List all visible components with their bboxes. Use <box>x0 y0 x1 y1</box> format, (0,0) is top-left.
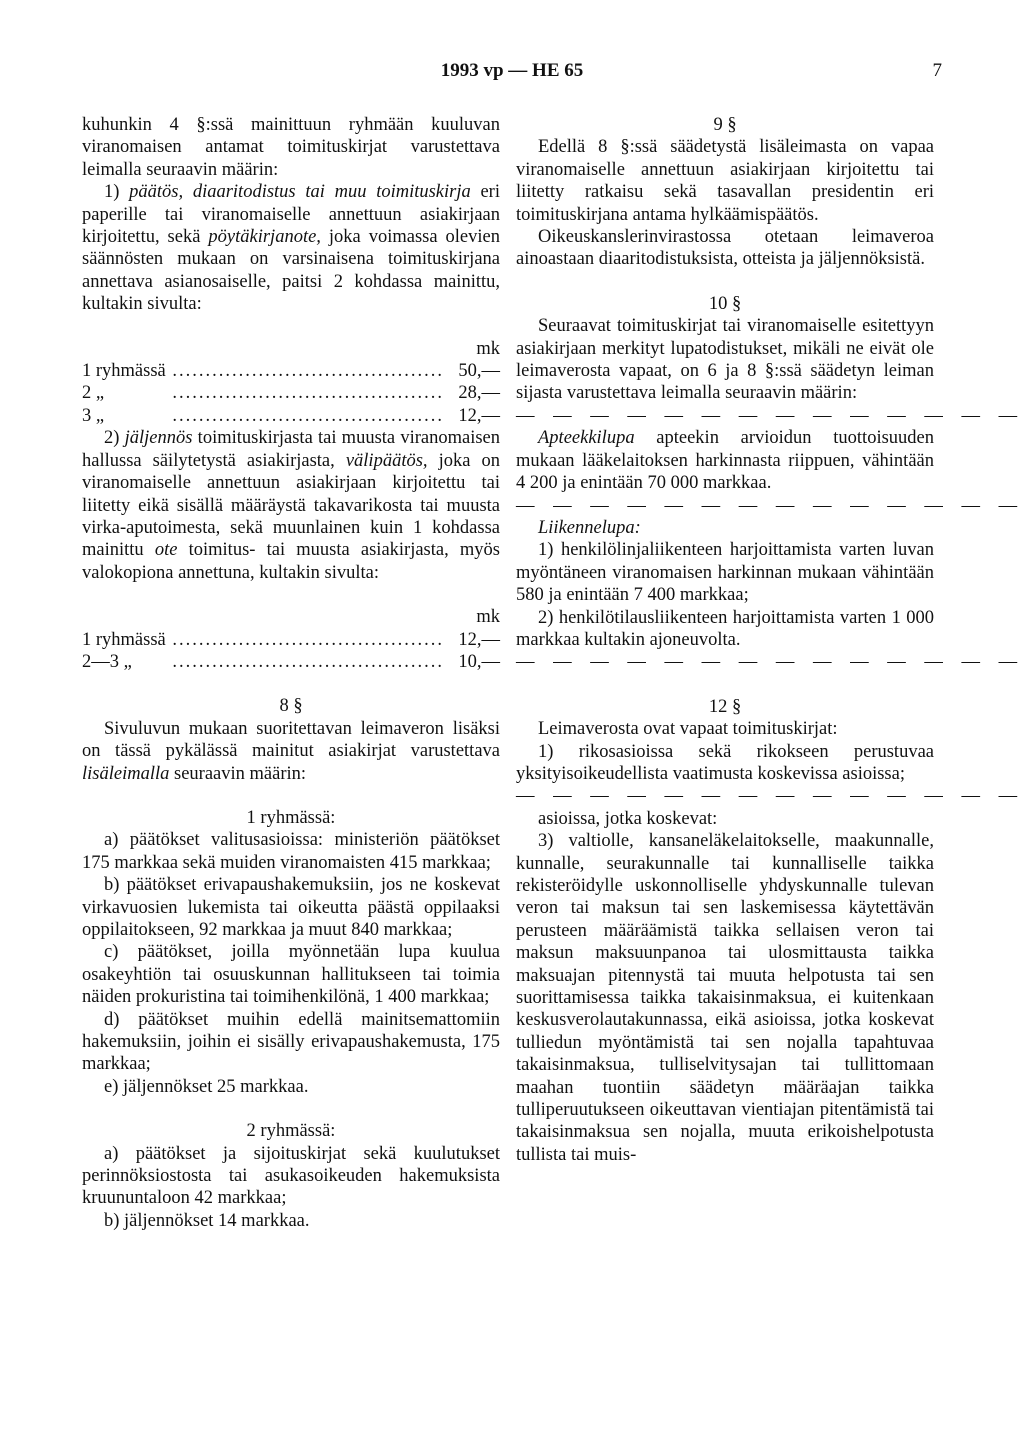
section-heading-8: 8 § <box>279 696 303 717</box>
list-item: a) päätökset ja sijoituskirjat sekä kuulutukset perinnöksiostosta tai asukasoikeuden hakemuksista kruununtaloon 42 markkaa; <box>82 1143 500 1209</box>
paragraph-sec8: Sivuluvun mukaan suoritettavan leimaveron lisäksi on tässä pykälässä mainitut asiakirjat varustettava lisäleimalla seuraavin määrin: <box>82 718 500 784</box>
list-item: b) jäljennökset 14 markkaa. <box>104 1210 310 1231</box>
paragraph-apteekkilupa: Apteekkilupa apteekin arvioidun tuottoisuuden mukaan lääkelaitoksen harkinnasta riippuen, vähintään 4 200 ja enintään 70 000 markkaa. <box>516 428 934 494</box>
unit-label-mk: mk <box>476 607 500 628</box>
paragraph-sec12-1: Leimaverosta ovat vapaat toimituskirjat: <box>538 719 838 740</box>
paragraph-liikennelupa-2: 2) henkilötilausliikenteen harjoittamista varten 1 000 markkaa kultakin ajoneuvolta. <box>516 607 934 650</box>
omission-dashes: — — — — — — — — — — — — — — <box>516 652 1024 673</box>
list-item: c) päätökset, joilla myönnetään lupa kuulua osakeyhtiön tai osuuskunnan hallitukseen tai toimia näiden prokuristina tai toimihenkilönä, 1 400 markkaa; <box>82 942 500 1008</box>
paragraph-sec12-4: 3) valtiolle, kansaneläkelaitokselle, maakunnalle, kunnalle, seurakunnalle tai kunnalliselle taikka rekisteröidylle uskonnolliselle yhdyskunnalle tulevan veron tai maksun tai sen laskemisessa käytettävän perusteen määräämistä taikka sellaisen veron tai maksun maksuunpanoa tai ulosmittausta taikka maksuajan pitennystä tai muuta helpotusta tai sen suorittamisessa taikka takaisinmaksua, ei kuitenkaan keskusverolautakunnassa, eikä asioissa, jotka koskevat tulliedun myöntämistä tai sen nojalla tapahtuvaa takaisinmaksua, tulliselvitysajan tai tullittomaan maahan tuontiin säädetyn määräajan taikka tulliperuutukseen oikeuttavan vientiajan pitentämistä tai takaisinmaksua sen nojalla, muuta erikoishelpotusta tullista tai muis- <box>516 831 934 1165</box>
page-header <box>0 60 1024 86</box>
paragraph-item-2: 2) jäljennös toimituskirjasta tai muusta viranomaisen hallussa säilytetystä asiakirjasta, välipäätös, joka on viranomaiselle annettuun asiakirjaan kirjoitettu tai liitetty eikä sisällä määräystä takavarikosta tai muusta virka-aputoimesta, sekä muunlainen kuin 1 kohdassa mainittu ote toimitus- tai muusta asiakirjasta, myös valokopiona annettuna, kultakin sivulta: <box>82 428 500 583</box>
fee-row: 3 „ ......................................... 12,— <box>82 405 500 426</box>
paragraph-sec9-2: Oikeuskanslerinvirastossa otetaan leimaveroa ainoastaan diaaritodistuksista, otteista ja jäljennöksistä. <box>516 227 934 270</box>
fee-table-1 <box>82 360 500 427</box>
omission-dashes: — — — — — — — — — — — — — — <box>516 495 1024 516</box>
section-heading-10: 10 § <box>708 293 742 314</box>
unit-label-mk: mk <box>476 338 500 359</box>
list-item: e) jäljennökset 25 markkaa. <box>104 1076 309 1097</box>
omission-dashes: — — — — — — — — — — — — — — <box>516 786 1024 807</box>
group-2-heading: 2 ryhmässä: <box>246 1121 336 1142</box>
fee-row: 2—3 „ ......................................... 10,— <box>82 651 500 672</box>
list-item: d) päätökset muihin edellä mainitsemattomiin hakemuksiin, joihin ei sisälly erivapaushakemusta, 175 markkaa; <box>82 1009 500 1075</box>
page-number: 7 <box>932 60 942 81</box>
paragraph-sec9-1: Edellä 8 §:ssä säädetystä lisäleimasta on vapaa viranomaiselle annettuun asiakirjaan kirjoitettu tai liitetty ratkaisu sekä tasavallan presidentin eri toimituskirjana antama hylkäämispäätös. <box>516 137 934 225</box>
list-item: a) päätökset valitusasioissa: ministeriön päätökset 175 markkaa sekä muiden viranomaisten 415 markkaa; <box>82 830 500 873</box>
fee-table-2 <box>82 629 500 674</box>
running-head: 1993 vp — HE 65 <box>440 60 584 81</box>
right-column <box>516 114 1024 1166</box>
paragraph-liikennelupa: Liikennelupa: <box>538 517 641 538</box>
left-column <box>82 114 500 1232</box>
fee-row: 1 ryhmässä ......................................... 50,— <box>82 361 500 382</box>
paragraph-intro: kuhunkin 4 §:ssä mainittuun ryhmään kuuluvan viranomaisen antamat toimituskirjat varustettava leimalla seuraavin määrin: <box>82 115 500 180</box>
paragraph-sec12-2: 1) rikosasioissa sekä rikokseen perustuvaa yksityisoikeudellista vaatimusta koskevissa asioissa; <box>516 741 934 784</box>
fee-row: 2 „ ......................................... 28,— <box>82 383 500 404</box>
list-item: b) päätökset erivapaushakemuksiin, jos ne koskevat virkavuosien lukemista tai oikeutta päästä oppilaaksi oppilaitokseen, 92 markkaa ja muut 840 markkaa; <box>82 875 500 940</box>
paragraph-sec10-1: Seuraavat toimituskirjat tai viranomaiselle esitettyyn asiakirjaan merkityt lupatodistukset, mikäli ne eivät ole leimaverosta vapaat, on 6 ja 8 §:ssä säädetyn leiman sijasta varustettava leimalla seuraavin määrin: <box>516 316 934 404</box>
paragraph-sec12-3: asioissa, jotka koskevat: <box>538 808 718 829</box>
fee-row: 1 ryhmässä ......................................... 12,— <box>82 629 500 650</box>
paragraph-item-1: 1) päätös, diaaritodistus tai muu toimituskirja eri paperille tai viranomaiselle annettuun asiakirjaan kirjoitettu, sekä pöytäkirjanote, joka voimassa olevien säännösten mukaan on varsinaisena toimituskirjana annettava asianosaiselle, paitsi 2 kohdassa mainittu, kultakin sivulta: <box>82 182 500 315</box>
section-heading-12: 12 § <box>708 696 742 717</box>
omission-dashes: — — — — — — — — — — — — — — <box>516 405 1024 426</box>
section-heading-9: 9 § <box>713 115 737 135</box>
paragraph-liikennelupa-1: 1) henkilölinjaliikenteen harjoittamista varten luvan myöntäneen viranomaisen harkinnan mukaan vähintään 580 ja enintään 7 400 markkaa; <box>516 540 934 606</box>
group-1-heading: 1 ryhmässä: <box>246 807 336 828</box>
